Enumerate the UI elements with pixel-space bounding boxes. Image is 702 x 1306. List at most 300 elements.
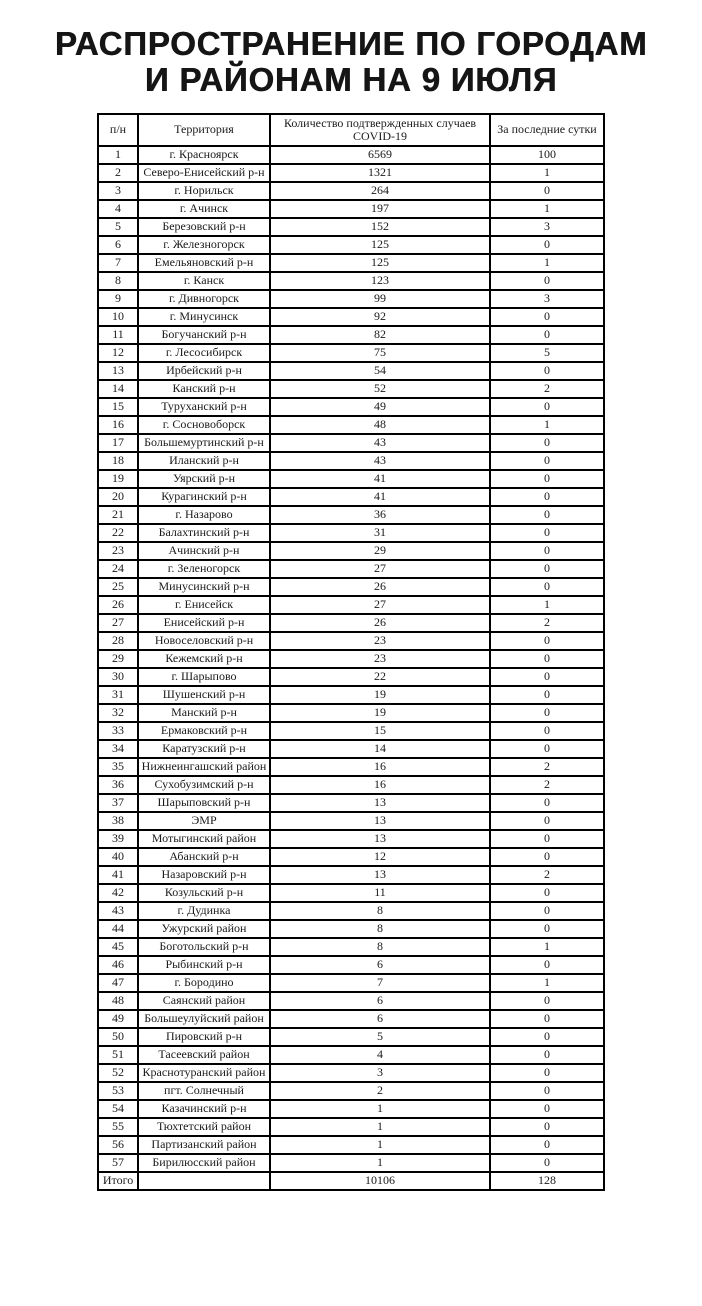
cell-territory: Тюхтетский район [138,1118,270,1136]
cell-cases: 49 [270,398,490,416]
cell-cases: 19 [270,704,490,722]
cell-cases: 8 [270,938,490,956]
cell-last-day: 1 [490,200,604,218]
table-row [98,884,604,902]
cell-index: 36 [98,776,138,794]
cell-last-day: 1 [490,254,604,272]
table-row [98,596,604,614]
cell-index: 23 [98,542,138,560]
cell-index: 20 [98,488,138,506]
cell-last-day: 1 [490,416,604,434]
cell-cases: 6569 [270,146,490,164]
cell-index: 52 [98,1064,138,1082]
table-row [98,1154,604,1172]
cell-index: 27 [98,614,138,632]
cell-cases: 29 [270,542,490,560]
cell-cases: 123 [270,272,490,290]
cell-last-day: 2 [490,614,604,632]
table-row [98,794,604,812]
cell-cases: 13 [270,830,490,848]
cell-territory: Кежемский р-н [138,650,270,668]
cell-index: 3 [98,182,138,200]
table-row [98,434,604,452]
cell-territory: Иланский р-н [138,452,270,470]
table-row [98,182,604,200]
cell-territory: Большемуртинский р-н [138,434,270,452]
cell-index: 45 [98,938,138,956]
cell-cases: 6 [270,1010,490,1028]
table-row [98,956,604,974]
cell-territory: г. Ачинск [138,200,270,218]
cell-cases: 152 [270,218,490,236]
cell-territory: Саянский район [138,992,270,1010]
cell-territory: г. Шарыпово [138,668,270,686]
page-title-line1: РАСПРОСТРАНЕНИЕ ПО ГОРОДАМ [54,25,648,62]
table-row [98,848,604,866]
cell-territory: Ермаковский р-н [138,722,270,740]
cell-cases: 19 [270,686,490,704]
cell-index: 37 [98,794,138,812]
cell-index: 50 [98,1028,138,1046]
cell-territory: г. Бородино [138,974,270,992]
cell-index: 22 [98,524,138,542]
table-row [98,722,604,740]
cell-index: 4 [98,200,138,218]
cell-index: 41 [98,866,138,884]
cell-territory: г. Красноярск [138,146,270,164]
cell-last-day: 0 [490,668,604,686]
cell-territory: Северо-Енисейский р-н [138,164,270,182]
table-row [98,758,604,776]
cell-index: 30 [98,668,138,686]
cell-index: 14 [98,380,138,398]
cell-last-day: 0 [490,956,604,974]
cell-cases: 27 [270,596,490,614]
cell-last-day: 0 [490,272,604,290]
cell-index: 43 [98,902,138,920]
cell-cases: 1321 [270,164,490,182]
cell-territory: Краснотуранский район [138,1064,270,1082]
table-row [98,542,604,560]
cell-territory: Тасеевский район [138,1046,270,1064]
cell-last-day: 0 [490,434,604,452]
col-header-territory: Территория [138,114,270,146]
cell-cases: 6 [270,992,490,1010]
cell-last-day: 5 [490,344,604,362]
cell-cases: 3 [270,1064,490,1082]
covid-cases-table [97,113,605,1191]
col-header-cases: Количество подтвержденных случаев COVID-19 [270,114,490,146]
cell-territory: Емельяновский р-н [138,254,270,272]
table-row [98,1064,604,1082]
cell-territory: Мотыгинский район [138,830,270,848]
table-row [98,1136,604,1154]
cell-cases: 8 [270,902,490,920]
cell-last-day: 0 [490,794,604,812]
table-row [98,920,604,938]
table-row [98,470,604,488]
table-row [98,1046,604,1064]
cell-cases: 75 [270,344,490,362]
cell-territory: Енисейский р-н [138,614,270,632]
cell-index: 13 [98,362,138,380]
cell-cases: 14 [270,740,490,758]
cell-cases: 264 [270,182,490,200]
cell-cases: 26 [270,614,490,632]
cell-territory: Ачинский р-н [138,542,270,560]
cell-index: 53 [98,1082,138,1100]
cell-last-day: 0 [490,524,604,542]
table-row [98,524,604,542]
cell-cases: 52 [270,380,490,398]
cell-territory: Балахтинский р-н [138,524,270,542]
cell-cases: 2 [270,1082,490,1100]
table-row [98,668,604,686]
cell-index: 34 [98,740,138,758]
cell-index: 11 [98,326,138,344]
table-row [98,218,604,236]
cell-territory: Абанский р-н [138,848,270,866]
cell-last-day: 0 [490,1118,604,1136]
total-territory [138,1172,270,1190]
table-row [98,650,604,668]
table-row [98,992,604,1010]
cell-index: 2 [98,164,138,182]
cell-territory: г. Дивногорск [138,290,270,308]
cell-index: 15 [98,398,138,416]
cell-territory: Манский р-н [138,704,270,722]
cell-territory: г. Железногорск [138,236,270,254]
cell-index: 17 [98,434,138,452]
table-row [98,488,604,506]
table-row [98,236,604,254]
cell-territory: Ирбейский р-н [138,362,270,380]
cell-cases: 1 [270,1118,490,1136]
table-row [98,902,604,920]
cell-cases: 1 [270,1100,490,1118]
cell-cases: 13 [270,794,490,812]
cell-last-day: 2 [490,776,604,794]
cell-cases: 82 [270,326,490,344]
cell-index: 26 [98,596,138,614]
cell-cases: 197 [270,200,490,218]
table-row [98,200,604,218]
cell-cases: 4 [270,1046,490,1064]
cell-last-day: 2 [490,758,604,776]
cell-territory: Козульский р-н [138,884,270,902]
cell-cases: 12 [270,848,490,866]
cell-index: 46 [98,956,138,974]
table-row [98,164,604,182]
cell-last-day: 0 [490,722,604,740]
cell-territory: Минусинский р-н [138,578,270,596]
cell-index: 38 [98,812,138,830]
header-row [98,114,604,146]
cell-index: 31 [98,686,138,704]
total-label: Итого [98,1172,138,1190]
cell-index: 44 [98,920,138,938]
cell-index: 57 [98,1154,138,1172]
table-row [98,812,604,830]
cell-territory: Сухобузимский р-н [138,776,270,794]
table-row [98,344,604,362]
cell-last-day: 0 [490,1028,604,1046]
cell-index: 39 [98,830,138,848]
cell-territory: Боготольский р-н [138,938,270,956]
cell-last-day: 0 [490,884,604,902]
cell-cases: 8 [270,920,490,938]
table-row [98,1100,604,1118]
table-row [98,308,604,326]
table-row [98,740,604,758]
cell-territory: Бирилюсский район [138,1154,270,1172]
cell-territory: Богучанский р-н [138,326,270,344]
cell-last-day: 0 [490,1082,604,1100]
cell-index: 19 [98,470,138,488]
cell-cases: 16 [270,776,490,794]
cell-last-day: 1 [490,596,604,614]
cell-territory: Пировский р-н [138,1028,270,1046]
table-row [98,1028,604,1046]
cell-cases: 125 [270,236,490,254]
cell-territory: Березовский р-н [138,218,270,236]
cell-index: 55 [98,1118,138,1136]
cell-last-day: 2 [490,380,604,398]
cell-cases: 1 [270,1136,490,1154]
table-header [98,114,604,146]
table-row [98,1118,604,1136]
cell-cases: 48 [270,416,490,434]
cell-index: 9 [98,290,138,308]
cell-last-day: 0 [490,830,604,848]
cell-last-day: 0 [490,848,604,866]
table-row [98,1010,604,1028]
cell-index: 42 [98,884,138,902]
cell-territory: г. Сосновоборск [138,416,270,434]
cell-last-day: 0 [490,488,604,506]
cell-last-day: 0 [490,902,604,920]
cell-index: 21 [98,506,138,524]
cell-cases: 36 [270,506,490,524]
table-row [98,938,604,956]
table-body [98,146,604,1190]
cell-index: 28 [98,632,138,650]
cell-index: 29 [98,650,138,668]
cell-cases: 43 [270,434,490,452]
table-row [98,326,604,344]
cell-territory: г. Зеленогорск [138,560,270,578]
cell-last-day: 0 [490,506,604,524]
table-row [98,416,604,434]
page-title-line2: И РАЙОНАМ НА 9 ИЮЛЯ [144,61,558,98]
cell-index: 54 [98,1100,138,1118]
total-row [98,1172,604,1190]
cell-last-day: 3 [490,218,604,236]
cell-index: 6 [98,236,138,254]
cell-last-day: 0 [490,812,604,830]
cell-last-day: 0 [490,362,604,380]
table-row [98,362,604,380]
cell-territory: Рыбинский р-н [138,956,270,974]
cell-territory: Партизанский район [138,1136,270,1154]
cell-cases: 26 [270,578,490,596]
table-row [98,614,604,632]
cell-cases: 27 [270,560,490,578]
col-header-index: п/н [98,114,138,146]
table-row [98,632,604,650]
cell-index: 51 [98,1046,138,1064]
cell-index: 48 [98,992,138,1010]
cell-index: 8 [98,272,138,290]
cell-last-day: 0 [490,470,604,488]
cell-territory: Курагинский р-н [138,488,270,506]
cell-cases: 99 [270,290,490,308]
cell-index: 16 [98,416,138,434]
cell-last-day: 0 [490,326,604,344]
table-row [98,506,604,524]
cell-cases: 92 [270,308,490,326]
cell-index: 40 [98,848,138,866]
cell-cases: 43 [270,452,490,470]
cell-index: 24 [98,560,138,578]
cell-last-day: 0 [490,182,604,200]
cell-last-day: 0 [490,632,604,650]
cell-territory: г. Минусинск [138,308,270,326]
table-row [98,1082,604,1100]
table-row [98,452,604,470]
cell-cases: 5 [270,1028,490,1046]
cell-last-day: 0 [490,1154,604,1172]
cell-territory: Назаровский р-н [138,866,270,884]
cell-last-day: 0 [490,542,604,560]
table-row [98,290,604,308]
cell-cases: 16 [270,758,490,776]
cell-index: 25 [98,578,138,596]
cell-cases: 11 [270,884,490,902]
cell-index: 18 [98,452,138,470]
cell-territory: Шарыповский р-н [138,794,270,812]
cell-cases: 41 [270,470,490,488]
cell-cases: 1 [270,1154,490,1172]
table-row [98,560,604,578]
cell-index: 5 [98,218,138,236]
cell-cases: 23 [270,650,490,668]
table-row [98,704,604,722]
cell-last-day: 0 [490,578,604,596]
cell-cases: 13 [270,812,490,830]
cell-last-day: 1 [490,938,604,956]
table-row [98,974,604,992]
table-row [98,866,604,884]
cell-cases: 31 [270,524,490,542]
cell-last-day: 0 [490,1064,604,1082]
cell-last-day: 0 [490,452,604,470]
cell-territory: ЭМР [138,812,270,830]
cell-cases: 23 [270,632,490,650]
cell-index: 1 [98,146,138,164]
table-row [98,686,604,704]
cell-last-day: 1 [490,974,604,992]
cell-last-day: 0 [490,560,604,578]
cell-territory: г. Канск [138,272,270,290]
cell-territory: Казачинский р-н [138,1100,270,1118]
cell-last-day: 0 [490,740,604,758]
cell-territory: г. Норильск [138,182,270,200]
cell-cases: 54 [270,362,490,380]
cell-last-day: 2 [490,866,604,884]
cell-last-day: 0 [490,398,604,416]
cell-territory: г. Назарово [138,506,270,524]
table-row [98,398,604,416]
cell-last-day: 0 [490,1136,604,1154]
cell-territory: г. Енисейск [138,596,270,614]
cell-territory: Шушенский р-н [138,686,270,704]
cell-last-day: 100 [490,146,604,164]
cell-last-day: 0 [490,920,604,938]
cell-last-day: 0 [490,686,604,704]
cell-territory: Каратузский р-н [138,740,270,758]
cell-last-day: 0 [490,992,604,1010]
cell-cases: 13 [270,866,490,884]
cell-territory: пгт. Солнечный [138,1082,270,1100]
cell-territory: Ужурский район [138,920,270,938]
cell-last-day: 0 [490,308,604,326]
cell-cases: 6 [270,956,490,974]
cell-territory: Туруханский р-н [138,398,270,416]
cell-last-day: 3 [490,290,604,308]
cell-cases: 7 [270,974,490,992]
cell-cases: 125 [270,254,490,272]
table-row [98,146,604,164]
table-row [98,380,604,398]
cell-cases: 41 [270,488,490,506]
cell-index: 7 [98,254,138,272]
total-last-day: 128 [490,1172,604,1190]
cell-last-day: 0 [490,1046,604,1064]
cell-index: 49 [98,1010,138,1028]
cell-last-day: 0 [490,1100,604,1118]
cell-index: 35 [98,758,138,776]
cell-cases: 22 [270,668,490,686]
table-row [98,776,604,794]
cell-territory: г. Лесосибирск [138,344,270,362]
total-cases: 10106 [270,1172,490,1190]
cell-last-day: 1 [490,164,604,182]
cell-territory: Большеулуйский район [138,1010,270,1028]
page-title [0,26,702,98]
cell-territory: г. Дудинка [138,902,270,920]
table-row [98,578,604,596]
cell-index: 12 [98,344,138,362]
cell-territory: Нижнеингашский район [138,758,270,776]
cell-last-day: 0 [490,236,604,254]
cell-cases: 15 [270,722,490,740]
cell-last-day: 0 [490,1010,604,1028]
cell-index: 47 [98,974,138,992]
cell-last-day: 0 [490,650,604,668]
cell-territory: Новоселовский р-н [138,632,270,650]
table-row [98,254,604,272]
cell-index: 10 [98,308,138,326]
cell-index: 32 [98,704,138,722]
cell-index: 56 [98,1136,138,1154]
cell-index: 33 [98,722,138,740]
table-row [98,830,604,848]
col-header-last-day: За последние сутки [490,114,604,146]
cell-territory: Уярский р-н [138,470,270,488]
table-row [98,272,604,290]
cell-territory: Канский р-н [138,380,270,398]
